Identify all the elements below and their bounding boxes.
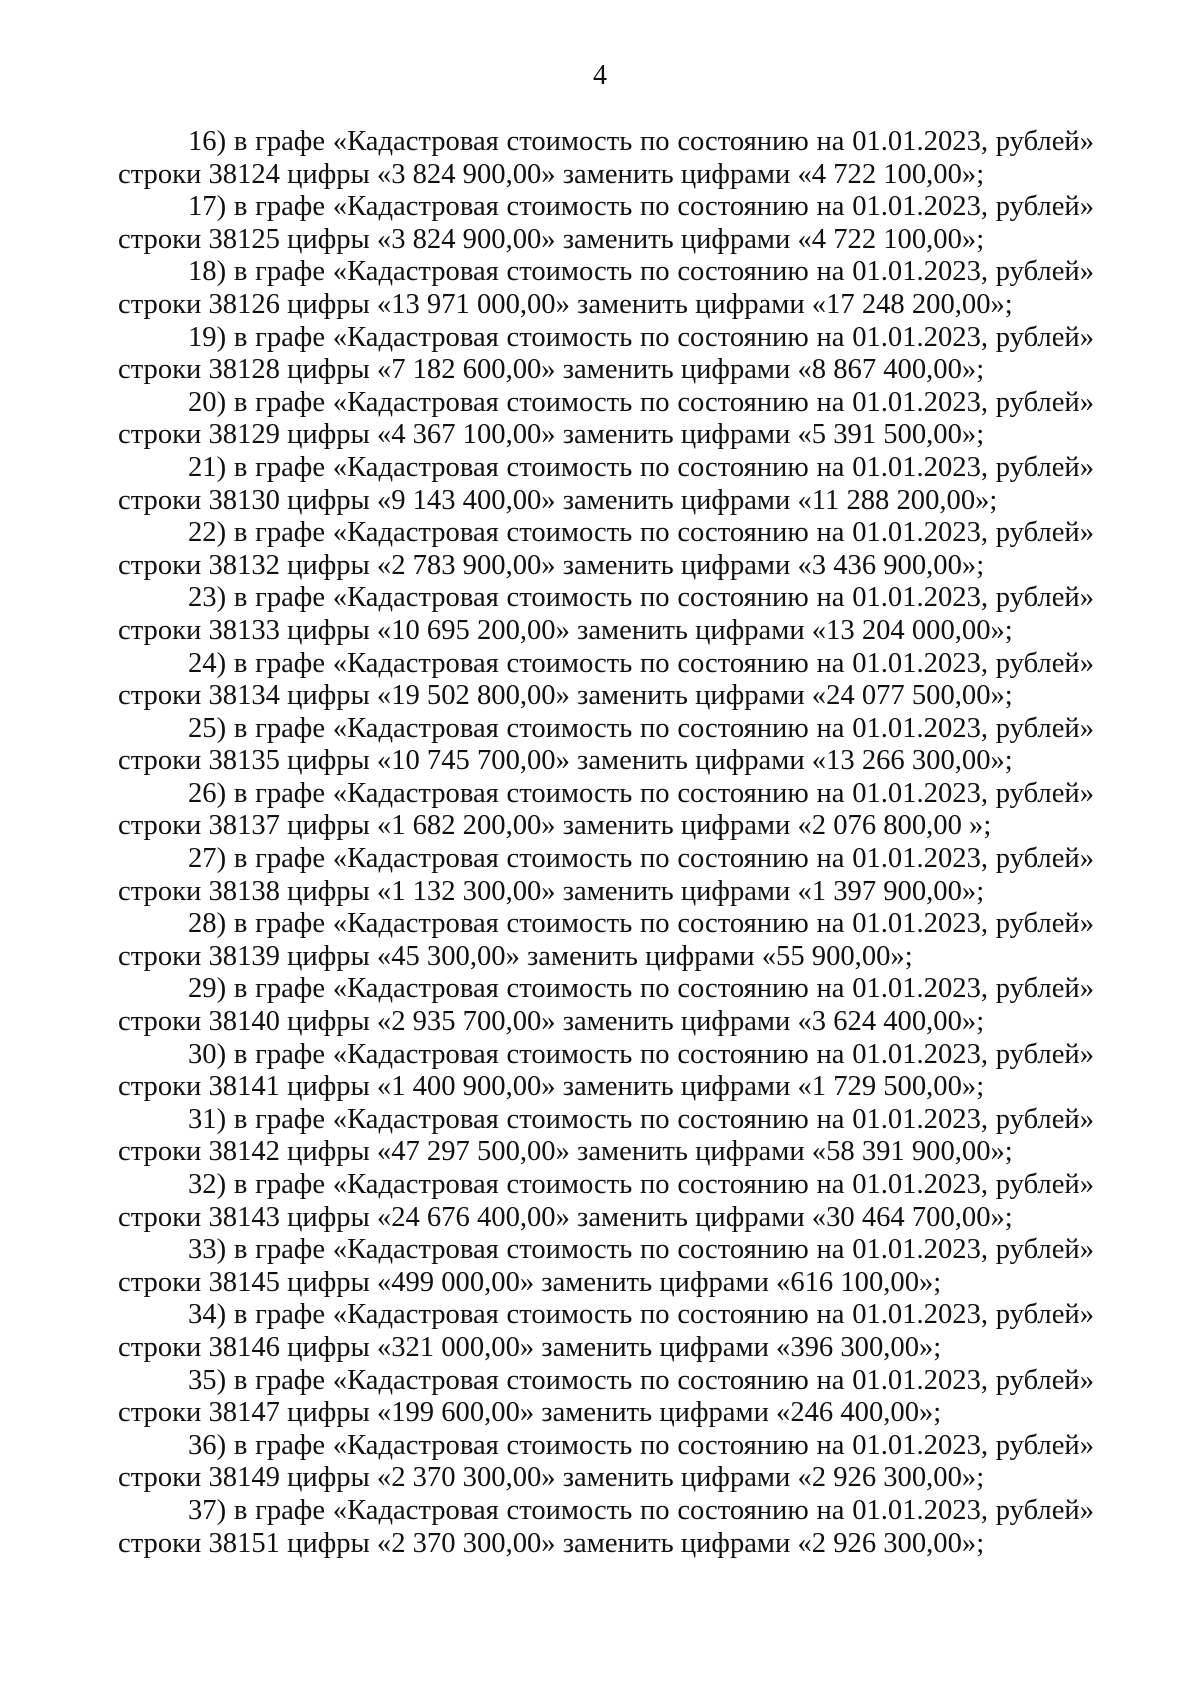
amendment-clause: 34) в графе «Кадастровая стоимость по состоянию на 01.01.2023, рублей» — [188, 1299, 1094, 1331]
amendment-change: строки 38145 цифры «499 000,00» заменить цифрами «616 100,00»; — [118, 1266, 942, 1298]
amendment-change: строки 38132 цифры «2 783 900,00» заменить цифрами «3 436 900,00»; — [118, 549, 985, 581]
amendment-change: строки 38140 цифры «2 935 700,00» заменить цифрами «3 624 400,00»; — [118, 1006, 985, 1038]
amendment-clause: 33) в графе «Кадастровая стоимость по состоянию на 01.01.2023, рублей» — [188, 1234, 1094, 1266]
amendment-change: строки 38139 цифры «45 300,00» заменить цифрами «55 900,00»; — [118, 940, 913, 972]
amendment-item — [118, 1234, 1094, 1299]
amendment-change: строки 38124 цифры «3 824 900,00» заменить цифрами «4 722 100,00»; — [118, 158, 985, 190]
amendment-change: строки 38146 цифры «321 000,00» заменить цифрами «396 300,00»; — [118, 1331, 942, 1363]
amendment-change: строки 38128 цифры «7 182 600,00» заменить цифрами «8 867 400,00»; — [118, 354, 985, 386]
amendment-item — [118, 387, 1094, 452]
amendment-item — [118, 452, 1094, 517]
amendment-change: строки 38138 цифры «1 132 300,00» заменить цифрами «1 397 900,00»; — [118, 875, 985, 907]
amendment-change: строки 38142 цифры «47 297 500,00» заменить цифрами «58 391 900,00»; — [118, 1136, 1013, 1168]
amendment-change: строки 38129 цифры «4 367 100,00» заменить цифрами «5 391 500,00»; — [118, 419, 985, 451]
amendment-clause: 31) в графе «Кадастровая стоимость по состоянию на 01.01.2023, рублей» — [188, 1103, 1094, 1135]
amendment-clause: 19) в графе «Кадастровая стоимость по состоянию на 01.01.2023, рублей» — [188, 321, 1094, 353]
amendment-clause: 36) в графе «Кадастровая стоимость по состоянию на 01.01.2023, рублей» — [188, 1429, 1094, 1461]
amendment-clause: 26) в графе «Кадастровая стоимость по состоянию на 01.01.2023, рублей» — [188, 777, 1094, 809]
amendment-change: строки 38133 цифры «10 695 200,00» заменить цифрами «13 204 000,00»; — [118, 614, 1013, 646]
amendment-item — [118, 778, 1094, 843]
amendment-clause: 28) в графе «Кадастровая стоимость по состоянию на 01.01.2023, рублей» — [188, 908, 1094, 940]
amendment-clause: 24) в графе «Кадастровая стоимость по состоянию на 01.01.2023, рублей» — [188, 647, 1094, 679]
amendment-item — [118, 648, 1094, 713]
amendment-change: строки 38134 цифры «19 502 800,00» заменить цифрами «24 077 500,00»; — [118, 680, 1013, 712]
amendment-clause: 16) в графе «Кадастровая стоимость по состоянию на 01.01.2023, рублей» — [188, 126, 1094, 157]
amendment-item — [118, 1039, 1094, 1104]
amendment-clause: 17) в графе «Кадастровая стоимость по состоянию на 01.01.2023, рублей» — [188, 191, 1094, 223]
amendment-change: строки 38130 цифры «9 143 400,00» заменить цифрами «11 288 200,00»; — [118, 484, 998, 516]
amendment-clause: 20) в графе «Кадастровая стоимость по состоянию на 01.01.2023, рублей» — [188, 386, 1094, 418]
amendment-change: строки 38125 цифры «3 824 900,00» заменить цифрами «4 722 100,00»; — [118, 223, 985, 255]
amendment-item — [118, 843, 1094, 908]
amendment-item — [118, 256, 1094, 321]
amendment-clause: 23) в графе «Кадастровая стоимость по состоянию на 01.01.2023, рублей» — [188, 582, 1094, 614]
amendment-item — [118, 582, 1094, 647]
amendment-clause: 29) в графе «Кадастровая стоимость по состоянию на 01.01.2023, рублей» — [188, 973, 1094, 1005]
amendment-clause: 35) в графе «Кадастровая стоимость по состоянию на 01.01.2023, рублей» — [188, 1364, 1094, 1396]
amendment-item — [118, 1495, 1094, 1560]
document-body — [118, 126, 1094, 1560]
amendment-item — [118, 1104, 1094, 1169]
amendment-item — [118, 908, 1094, 973]
amendment-item — [118, 1430, 1094, 1495]
page-number: 4 — [593, 60, 607, 91]
amendment-change: строки 38149 цифры «2 370 300,00» заменить цифрами «2 926 300,00»; — [118, 1462, 985, 1494]
amendment-item — [118, 713, 1094, 778]
amendment-item — [118, 973, 1094, 1038]
amendment-item — [118, 191, 1094, 256]
amendment-item — [118, 1299, 1094, 1364]
amendment-item — [118, 1169, 1094, 1234]
amendment-item — [118, 517, 1094, 582]
amendment-change: строки 38143 цифры «24 676 400,00» заменить цифрами «30 464 700,00»; — [118, 1201, 1013, 1233]
amendment-change: строки 38147 цифры «199 600,00» заменить цифрами «246 400,00»; — [118, 1397, 942, 1429]
amendment-change: строки 38135 цифры «10 745 700,00» заменить цифрами «13 266 300,00»; — [118, 745, 1013, 777]
amendment-item — [118, 1365, 1094, 1430]
amendment-item — [118, 126, 1094, 191]
amendment-clause: 30) в графе «Кадастровая стоимость по состоянию на 01.01.2023, рублей» — [188, 1038, 1094, 1070]
amendment-change: строки 38151 цифры «2 370 300,00» заменить цифрами «2 926 300,00»; — [118, 1527, 985, 1559]
amendment-clause: 27) в графе «Кадастровая стоимость по состоянию на 01.01.2023, рублей» — [188, 843, 1094, 875]
amendment-change: строки 38137 цифры «1 682 200,00» заменить цифрами «2 076 800,00 »; — [118, 810, 992, 842]
amendment-clause: 25) в графе «Кадастровая стоимость по состоянию на 01.01.2023, рублей» — [188, 712, 1094, 744]
amendment-clause: 21) в графе «Кадастровая стоимость по состоянию на 01.01.2023, рублей» — [188, 451, 1094, 483]
amendment-clause: 18) в графе «Кадастровая стоимость по состоянию на 01.01.2023, рублей» — [188, 256, 1094, 288]
amendment-change: строки 38126 цифры «13 971 000,00» заменить цифрами «17 248 200,00»; — [118, 288, 1013, 320]
amendment-item — [118, 322, 1094, 387]
amendment-clause: 37) в графе «Кадастровая стоимость по состоянию на 01.01.2023, рублей» — [188, 1494, 1094, 1526]
amendment-clause: 32) в графе «Кадастровая стоимость по состоянию на 01.01.2023, рублей» — [188, 1169, 1094, 1200]
amendment-clause: 22) в графе «Кадастровая стоимость по состоянию на 01.01.2023, рублей» — [188, 517, 1094, 549]
amendment-change: строки 38141 цифры «1 400 900,00» заменить цифрами «1 729 500,00»; — [118, 1071, 985, 1103]
